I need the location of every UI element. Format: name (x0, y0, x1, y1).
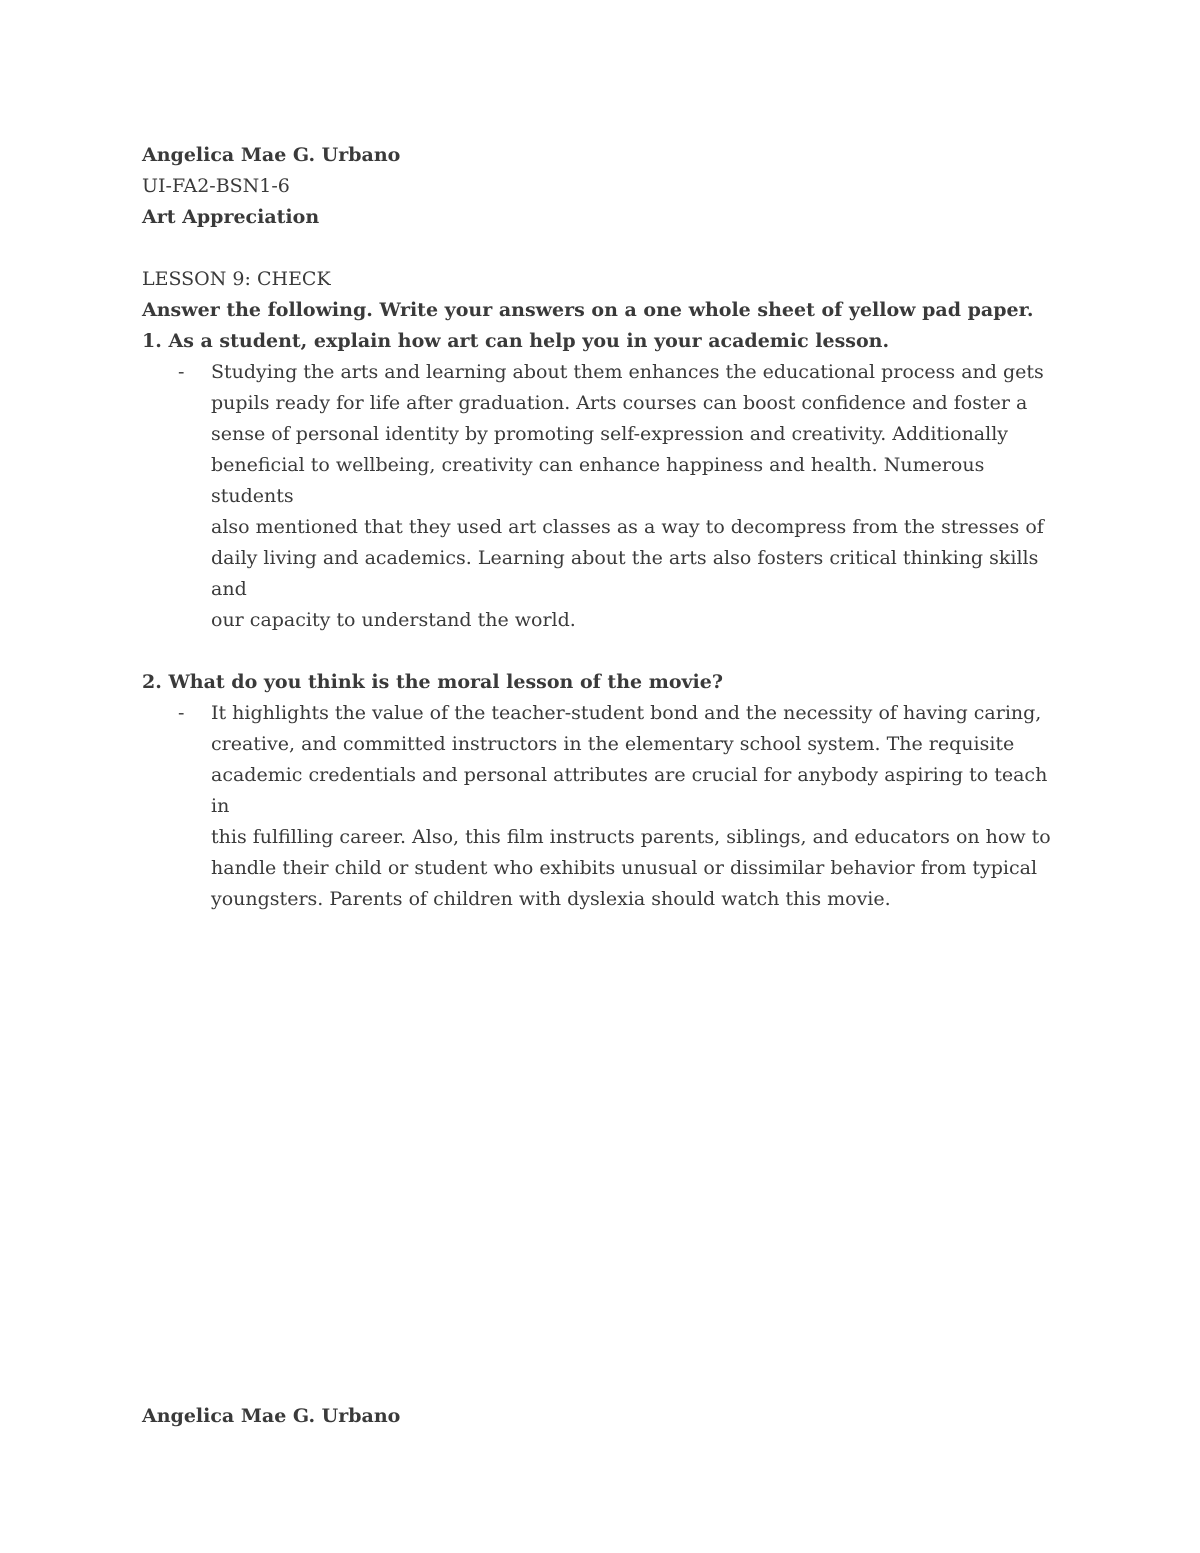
spacer (142, 233, 1082, 264)
document-body (142, 140, 1082, 915)
section-code: UI-FA2-BSN1-6 (142, 175, 290, 197)
answer-line: youngsters. Parents of children with dyslexia should watch this movie. (211, 888, 891, 910)
answer-2 (142, 698, 1071, 915)
answer-line: this fulfilling career. Also, this film instructs parents, siblings, and educators on how to (211, 826, 1051, 848)
instruction-text: Answer the following. Write your answers on a one whole sheet of yellow pad paper. (142, 299, 1034, 321)
bullet-dash: - (178, 702, 185, 724)
answer-line: beneficial to wellbeing, creativity can enhance happiness and health. Numerous students (211, 454, 985, 507)
answer-line: It highlights the value of the teacher-student bond and the necessity of having caring, (211, 702, 1042, 724)
answer-line: also mentioned that they used art classes as a way to decompress from the stresses of (211, 516, 1044, 538)
student-name: Angelica Mae G. Urbano (142, 144, 401, 166)
answer-line: pupils ready for life after graduation. Arts courses can boost confidence and foster a (211, 392, 1028, 414)
footer-name: Angelica Mae G. Urbano (142, 1405, 401, 1427)
question-1: 1. As a student, explain how art can help you in your academic lesson. (142, 330, 890, 352)
answer-line: creative, and committed instructors in the elementary school system. The requisite (211, 733, 1015, 755)
spacer (142, 636, 1082, 667)
question-2: 2. What do you think is the moral lesson of the movie? (142, 671, 723, 693)
answer-line: sense of personal identity by promoting self-expression and creativity. Additionally (211, 423, 1009, 445)
answer-line: Studying the arts and learning about them enhances the educational process and gets (211, 361, 1044, 383)
answer-line: our capacity to understand the world. (211, 609, 576, 631)
answer-line: handle their child or student who exhibits unusual or dissimilar behavior from typical (211, 857, 1038, 879)
answer-line: academic credentials and personal attributes are crucial for anybody aspiring to teach in (211, 764, 1048, 817)
subject-title: Art Appreciation (142, 206, 320, 228)
answer-1 (142, 357, 1071, 636)
lesson-title: LESSON 9: CHECK (142, 268, 331, 290)
answer-line: daily living and academics. Learning about the arts also fosters critical thinking skills and (211, 547, 1039, 600)
bullet-dash: - (178, 361, 185, 383)
